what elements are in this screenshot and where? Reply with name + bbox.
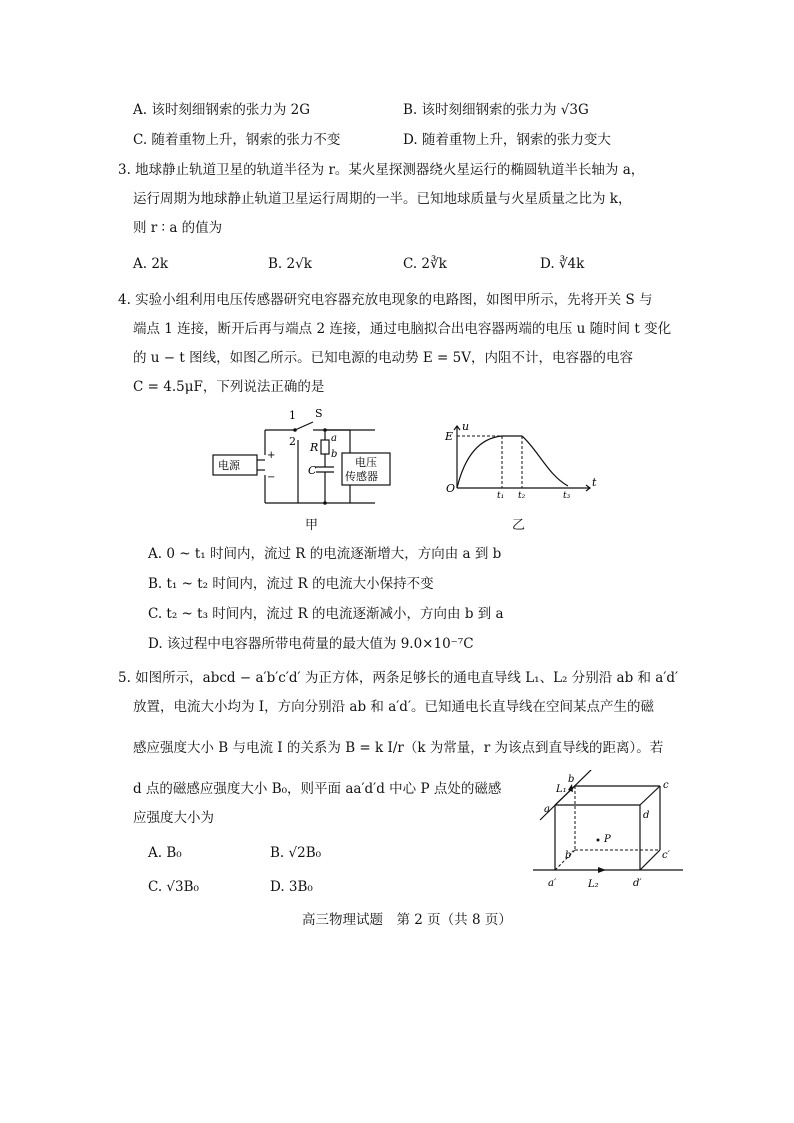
q5-option-d: D. 3B₀ [270, 879, 313, 895]
q4-line-4: C = 4.5μF，下列说法正确的是 [133, 379, 325, 395]
q5-option-c: C. √3B₀ [148, 879, 199, 895]
fig-yi-caption: 乙 [512, 518, 526, 533]
vertex-c-prime: c′ [662, 850, 670, 861]
q4-option-d: D. 该过程中电容器所带电荷量的最大值为 9.0×10⁻⁷C [148, 636, 474, 652]
vertex-d-prime: d′ [633, 878, 642, 889]
terminal-2-label: 2 [289, 435, 296, 448]
vertex-b: b [568, 774, 575, 785]
point-p [597, 839, 600, 842]
q4-line-1: 4. 实验小组利用电压传感器研究电容器充放电现象的电路图，如图甲所示，先将开关 S 与 [118, 292, 653, 308]
switch-pivot [293, 428, 297, 432]
p-label: P [604, 834, 611, 845]
q4-line-2: 端点 1 连接，断开后再与端点 2 连接，通过电脑拟合出电容器两端的电压 u 随时间 t 变化 [133, 321, 672, 337]
q5-line-4: d 点的磁感应强度大小 B₀，则平面 aa′d′d 中心 P 点处的磁感 [133, 781, 502, 797]
e-label: E [445, 430, 454, 443]
vertex-a: a [544, 804, 550, 815]
vertex-d: d [643, 810, 650, 821]
q5-line-5: 应强度大小为 [133, 810, 214, 826]
terminal-1-label: 1 [289, 409, 296, 422]
t1-label: t₁ [497, 491, 505, 500]
c-label: C [308, 464, 317, 477]
vertex-c: c [663, 780, 669, 791]
sensor-label-2: 传感器 [345, 470, 378, 483]
q3-option-a: A. 2k [133, 256, 169, 272]
l2-label: L₂ [588, 879, 599, 890]
q3-option-c: C. 2∛k [403, 256, 447, 272]
origin-label: O [446, 482, 456, 495]
q2-option-a: A. 该时刻细钢索的张力为 2G [133, 102, 310, 118]
switch-label: S [315, 407, 323, 420]
q4-option-a: A. 0 ~ t₁ 时间内，流过 R 的电流逐渐增大，方向由 a 到 b [148, 546, 502, 562]
q5-line-3: 感应强度大小 B 与电流 I 的关系为 B = k I/r（k 为常量，r 为该点到直导线的距离）。若 [133, 740, 664, 756]
discharging-curve [522, 436, 568, 486]
x-axis-label: t [592, 476, 597, 489]
page-footer: 高三物理试题 第 2 页（共 8 页） [302, 912, 512, 928]
l2-arrow-icon [598, 867, 606, 873]
q3-line-3: 则 r ∶ a 的值为 [133, 220, 223, 236]
q5-line-2: 放置，电流大小均为 I，方向分别沿 ab 和 a′d′。已知通电长直导线在空间某点产生的磁 [133, 699, 655, 715]
l1-arrow-icon [568, 784, 573, 792]
plus-label: + [267, 450, 276, 461]
vertex-b-prime: b′ [565, 850, 574, 861]
l1-label: L₁ [556, 784, 567, 795]
q5-option-b: B. √2B₀ [270, 845, 322, 861]
sensor-label-1: 电压 [355, 456, 377, 469]
vertex-a-prime: a′ [548, 878, 557, 889]
q4-option-c: C. t₂ ~ t₃ 时间内，流过 R 的电流逐渐减小，方向由 b 到 a [148, 606, 504, 622]
y-axis-label: u [462, 420, 470, 433]
q2-option-c: C. 随着重物上升，钢索的张力不变 [133, 132, 341, 148]
a-label: a [331, 433, 337, 444]
t2-label: t₂ [518, 491, 526, 500]
q2-option-b: B. 该时刻细钢索的张力为 √3G [403, 102, 589, 118]
q4-option-b: B. t₁ ~ t₂ 时间内，流过 R 的电流大小保持不变 [148, 576, 434, 592]
q2-option-d: D. 随着重物上升，钢索的张力变大 [403, 132, 611, 148]
q3-option-b: B. 2√k [268, 256, 312, 272]
q4-line-3: 的 u − t 图线，如图乙所示。已知电源的电动势 E = 5V，内阻不计，电容器的电容 [133, 350, 633, 366]
q3-option-d: D. ∛4k [540, 256, 585, 272]
cube-diagram [528, 770, 688, 900]
u-t-graph [440, 420, 605, 500]
q5-line-1: 5. 如图所示，abcd − a′b′c′d′ 为正方体，两条足够长的通电直导线 L₁、L₂ 分别沿 ab 和 a′d′ [118, 670, 679, 686]
q5-option-a: A. B₀ [148, 845, 182, 861]
fig-jia-caption: 甲 [305, 518, 319, 533]
minus-label: − [267, 472, 276, 483]
circuit-diagram [205, 405, 410, 520]
source-label: 电源 [218, 459, 240, 472]
r-label: R [310, 441, 319, 454]
t3-label: t₃ [563, 491, 571, 500]
q3-line-1: 3. 地球静止轨道卫星的轨道半径为 r。某火星探测器绕火星运行的椭圆轨道半长轴为 a， [118, 162, 645, 178]
charging-curve [457, 436, 502, 488]
b-label: b [331, 449, 338, 460]
q3-line-2: 运行周期为地球静止轨道卫星运行周期的一半。已知地球质量与火星质量之比为 k， [133, 191, 632, 207]
